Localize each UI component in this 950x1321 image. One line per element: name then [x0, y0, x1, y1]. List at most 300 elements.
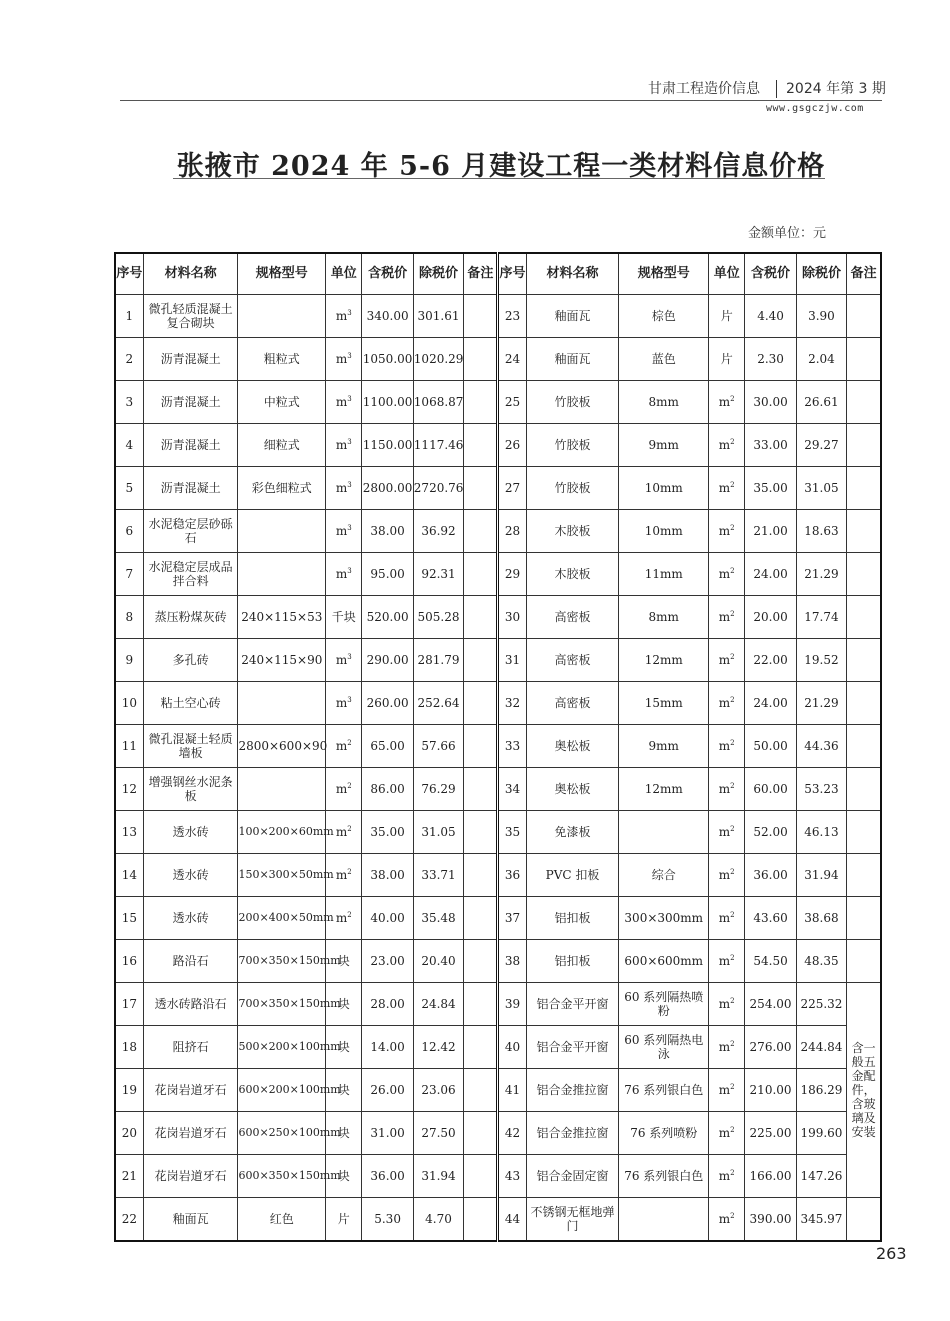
unit-text: m	[335, 481, 348, 495]
seq-cell: 5	[115, 467, 143, 510]
tax-incl-price-cell: 28.00	[362, 983, 413, 1026]
remark-cell	[464, 1198, 498, 1242]
material-name-cell: 多孔砖	[143, 639, 238, 682]
unit-text: m	[718, 954, 731, 968]
tax-excl-price-cell-right: 46.13	[796, 811, 846, 854]
unit-superscript: 3	[347, 653, 352, 661]
material-name-cell-right: 高密板	[526, 596, 619, 639]
seq-cell-right: 29	[498, 553, 526, 596]
unit-cell	[709, 682, 745, 725]
material-name-cell-right: 竹胶板	[526, 424, 619, 467]
remark-cell-right	[847, 725, 881, 768]
table-row	[115, 940, 881, 983]
unit-text: m	[335, 653, 348, 667]
seq-cell: 19	[115, 1069, 143, 1112]
spec-cell: 红色	[238, 1198, 326, 1242]
unit-text: m	[718, 782, 731, 796]
tax-incl-price-cell: 35.00	[362, 811, 413, 854]
remark-cell-right	[847, 768, 881, 811]
material-name-cell: 蒸压粉煤灰砖	[143, 596, 238, 639]
table-row	[115, 811, 881, 854]
journal-name: 甘肃工程造价信息	[648, 81, 760, 97]
unit-text: m	[718, 868, 731, 882]
unit-superscript: 3	[347, 567, 352, 575]
unit-superscript: 2	[730, 825, 735, 833]
col-header-unit: 单位	[326, 253, 362, 295]
tax-incl-price-cell: 1100.00	[362, 381, 413, 424]
material-name-cell-right: 铝合金固定窗	[526, 1155, 619, 1198]
spec-cell: 700×350×150mm	[238, 983, 326, 1026]
spec-cell: 彩色细粒式	[238, 467, 326, 510]
tax-excl-price-cell: 2720.76	[413, 467, 463, 510]
remark-cell	[464, 1112, 498, 1155]
unit-text: 片	[720, 352, 733, 366]
unit-cell	[709, 295, 745, 338]
unit-text: 千块	[331, 610, 356, 624]
seq-cell-right: 37	[498, 897, 526, 940]
tax-incl-price-cell: 40.00	[362, 897, 413, 940]
col-header-spec: 规格型号	[238, 253, 326, 295]
spec-cell-right: 9mm	[619, 725, 709, 768]
tax-excl-price-cell-right: 48.35	[796, 940, 846, 983]
spec-cell-right: 8mm	[619, 596, 709, 639]
tax-excl-price-cell: 31.05	[413, 811, 463, 854]
table-row	[115, 1198, 881, 1242]
unit-text: m	[335, 395, 348, 409]
remark-cell	[464, 639, 498, 682]
unit-text: m	[718, 395, 731, 409]
tax-excl-price-cell: 35.48	[413, 897, 463, 940]
unit-text: m	[718, 997, 731, 1011]
unit-superscript: 2	[730, 868, 735, 876]
tax-excl-price-cell-right: 29.27	[796, 424, 846, 467]
tax-incl-price-cell-right: 276.00	[745, 1026, 796, 1069]
unit-superscript: 3	[347, 309, 352, 317]
material-name-cell-right: 铝合金平开窗	[526, 983, 619, 1026]
spec-cell-right: 15mm	[619, 682, 709, 725]
material-name-cell: 微孔轻质混凝土复合砌块	[143, 295, 238, 338]
remark-cell-right	[847, 854, 881, 897]
remark-cell-right	[847, 940, 881, 983]
spec-cell: 600×200×100mm	[238, 1069, 326, 1112]
col-header-seq-right	[498, 253, 526, 295]
tax-incl-price-cell-right: 21.00	[745, 510, 796, 553]
table-header-row	[115, 253, 881, 295]
tax-excl-price-cell-right: 21.29	[796, 553, 846, 596]
tax-incl-price-cell: 5.30	[362, 1198, 413, 1242]
tax-incl-price-cell-right: 33.00	[745, 424, 796, 467]
issue-label: 2024 年第 3 期	[786, 81, 886, 97]
spec-cell: 600×250×100mm	[238, 1112, 326, 1155]
unit-superscript: 2	[730, 610, 735, 618]
seq-header-label: 序号	[116, 266, 143, 281]
unit-text: m	[335, 696, 348, 710]
tax-excl-price-cell: 301.61	[413, 295, 463, 338]
unit-text: m	[335, 524, 348, 538]
spec-cell: 100×200×60mm	[238, 811, 326, 854]
remark-cell-right	[847, 510, 881, 553]
tax-excl-price-cell: 24.84	[413, 983, 463, 1026]
material-name-cell: 花岗岩道牙石	[143, 1069, 238, 1112]
seq-cell-right: 27	[498, 467, 526, 510]
seq-cell-right: 44	[498, 1198, 526, 1242]
tax-excl-price-cell-right: 53.23	[796, 768, 846, 811]
unit-text: m	[718, 524, 731, 538]
unit-superscript: 2	[730, 1040, 735, 1048]
spec-cell: 细粒式	[238, 424, 326, 467]
unit-cell	[326, 639, 362, 682]
unit-cell	[709, 768, 745, 811]
tax-incl-price-cell-right: 30.00	[745, 381, 796, 424]
tax-excl-price-cell: 1020.29	[413, 338, 463, 381]
remark-cell	[464, 768, 498, 811]
material-name-cell: 阻挤石	[143, 1026, 238, 1069]
unit-superscript: 2	[730, 1169, 735, 1177]
col-header-seq	[115, 253, 143, 295]
material-name-cell-right: 木胶板	[526, 553, 619, 596]
unit-text: m	[335, 739, 348, 753]
table-row	[115, 338, 881, 381]
unit-superscript: 2	[730, 954, 735, 962]
material-name-cell-right: 奥松板	[526, 725, 619, 768]
unit-superscript: 2	[730, 1083, 735, 1091]
col-header-unit-right: 单位	[709, 253, 745, 295]
seq-cell-right: 30	[498, 596, 526, 639]
tax-excl-price-cell: 1068.87	[413, 381, 463, 424]
spec-cell-right	[619, 1198, 709, 1242]
material-name-cell: 透水砖	[143, 897, 238, 940]
material-name-cell: 透水砖	[143, 811, 238, 854]
remark-cell-right	[847, 811, 881, 854]
table-row	[115, 553, 881, 596]
tax-incl-price-cell-right: 4.40	[745, 295, 796, 338]
unit-text: 片	[337, 1212, 350, 1226]
seq-cell: 15	[115, 897, 143, 940]
spec-cell	[238, 295, 326, 338]
tax-excl-price-cell-right: 147.26	[796, 1155, 846, 1198]
unit-text: m	[718, 911, 731, 925]
tax-incl-price-cell-right: 2.30	[745, 338, 796, 381]
unit-cell	[326, 467, 362, 510]
remark-cell-right	[847, 639, 881, 682]
remark-cell	[464, 682, 498, 725]
unit-text: m	[718, 1169, 731, 1183]
material-name-cell: 花岗岩道牙石	[143, 1155, 238, 1198]
remark-cell	[464, 854, 498, 897]
tax-incl-price-cell: 38.00	[362, 854, 413, 897]
material-name-cell: 水泥稳定层成品拌合料	[143, 553, 238, 596]
unit-superscript: 2	[730, 653, 735, 661]
unit-cell	[326, 381, 362, 424]
tax-incl-price-cell: 260.00	[362, 682, 413, 725]
material-name-cell: 增强钢丝水泥条板	[143, 768, 238, 811]
tax-incl-price-cell-right: 225.00	[745, 1112, 796, 1155]
material-name-cell-right: 免漆板	[526, 811, 619, 854]
tax-excl-price-cell: 27.50	[413, 1112, 463, 1155]
tax-excl-price-cell-right: 225.32	[796, 983, 846, 1026]
remark-cell-right	[847, 596, 881, 639]
spec-cell	[238, 682, 326, 725]
tax-incl-price-cell-right: 50.00	[745, 725, 796, 768]
unit-cell	[326, 768, 362, 811]
tax-excl-price-cell-right: 31.94	[796, 854, 846, 897]
unit-superscript: 3	[347, 438, 352, 446]
header-rule	[120, 100, 882, 101]
table-row	[115, 897, 881, 940]
material-name-cell: 沥青混凝土	[143, 381, 238, 424]
remark-cell-right	[847, 467, 881, 510]
seq-cell: 21	[115, 1155, 143, 1198]
tax-incl-price-cell: 290.00	[362, 639, 413, 682]
spec-cell-right: 76 系列银白色	[619, 1069, 709, 1112]
remark-cell-right	[847, 897, 881, 940]
unit-superscript: 2	[347, 911, 352, 919]
unit-superscript: 2	[347, 739, 352, 747]
table-row	[115, 854, 881, 897]
seq-cell-right: 23	[498, 295, 526, 338]
unit-superscript: 2	[730, 739, 735, 747]
table-row	[115, 295, 881, 338]
unit-cell	[326, 553, 362, 596]
spec-cell	[238, 553, 326, 596]
spec-cell: 240×115×53	[238, 596, 326, 639]
seq-cell-right: 38	[498, 940, 526, 983]
unit-cell	[709, 1155, 745, 1198]
unit-text: m	[335, 438, 348, 452]
spec-cell: 粗粒式	[238, 338, 326, 381]
seq-cell-right: 31	[498, 639, 526, 682]
seq-cell: 2	[115, 338, 143, 381]
material-name-cell: 透水砖	[143, 854, 238, 897]
tax-excl-price-cell: 20.40	[413, 940, 463, 983]
seq-cell: 9	[115, 639, 143, 682]
tax-excl-price-cell: 12.42	[413, 1026, 463, 1069]
spec-cell-right: 300×300mm	[619, 897, 709, 940]
seq-cell: 1	[115, 295, 143, 338]
currency-unit-note: 金额单位：元	[748, 226, 827, 241]
material-name-cell: 粘土空心砖	[143, 682, 238, 725]
unit-text: m	[718, 653, 731, 667]
spec-cell-right: 12mm	[619, 639, 709, 682]
table-row	[115, 381, 881, 424]
remark-cell	[464, 1155, 498, 1198]
tax-excl-price-cell-right: 19.52	[796, 639, 846, 682]
unit-text: m	[335, 782, 348, 796]
tax-excl-price-cell: 33.71	[413, 854, 463, 897]
unit-text: m	[718, 481, 731, 495]
tax-excl-price-cell-right: 345.97	[796, 1198, 846, 1242]
unit-cell	[326, 424, 362, 467]
col-header-tax-incl-right: 含税价	[745, 253, 796, 295]
table-row	[115, 424, 881, 467]
unit-cell	[709, 940, 745, 983]
tax-excl-price-cell-right: 186.29	[796, 1069, 846, 1112]
unit-superscript: 2	[730, 481, 735, 489]
spec-cell: 500×200×100mm	[238, 1026, 326, 1069]
unit-cell	[709, 1069, 745, 1112]
spec-cell: 2800×600×90	[238, 725, 326, 768]
unit-cell	[326, 725, 362, 768]
unit-cell	[709, 854, 745, 897]
unit-superscript: 2	[730, 696, 735, 704]
unit-superscript: 2	[730, 1126, 735, 1134]
unit-cell	[709, 553, 745, 596]
seq-cell: 16	[115, 940, 143, 983]
tax-incl-price-cell-right: 390.00	[745, 1198, 796, 1242]
material-name-cell-right: 奥松板	[526, 768, 619, 811]
remark-cell	[464, 338, 498, 381]
material-name-cell: 路沿石	[143, 940, 238, 983]
seq-cell-right: 35	[498, 811, 526, 854]
table-row	[115, 467, 881, 510]
unit-cell	[326, 510, 362, 553]
tax-excl-price-cell-right: 44.36	[796, 725, 846, 768]
remark-cell-right	[847, 338, 881, 381]
material-name-cell-right: 铝扣板	[526, 940, 619, 983]
col-header-name: 材料名称	[143, 253, 238, 295]
title-underline	[173, 178, 825, 179]
tax-excl-price-cell: 57.66	[413, 725, 463, 768]
col-header-spec-right: 规格型号	[619, 253, 709, 295]
table-row	[115, 725, 881, 768]
tax-incl-price-cell-right: 24.00	[745, 682, 796, 725]
unit-cell	[326, 682, 362, 725]
remark-cell	[464, 811, 498, 854]
material-name-cell-right: 高密板	[526, 639, 619, 682]
unit-superscript: 3	[347, 696, 352, 704]
remark-cell	[464, 1069, 498, 1112]
material-name-cell: 釉面瓦	[143, 1198, 238, 1242]
unit-superscript: 2	[730, 911, 735, 919]
material-name-cell-right: PVC 扣板	[526, 854, 619, 897]
tax-excl-price-cell-right: 3.90	[796, 295, 846, 338]
tax-excl-price-cell-right: 31.05	[796, 467, 846, 510]
tax-incl-price-cell: 340.00	[362, 295, 413, 338]
table-row	[115, 1069, 881, 1112]
tax-incl-price-cell-right: 43.60	[745, 897, 796, 940]
unit-cell	[709, 725, 745, 768]
spec-cell-right: 12mm	[619, 768, 709, 811]
remark-cell-right	[847, 381, 881, 424]
unit-cell	[709, 424, 745, 467]
material-name-cell-right: 釉面瓦	[526, 295, 619, 338]
tax-incl-price-cell: 31.00	[362, 1112, 413, 1155]
unit-superscript: 3	[347, 481, 352, 489]
tax-excl-price-cell-right: 199.60	[796, 1112, 846, 1155]
remark-cell-right	[847, 424, 881, 467]
seq-cell: 22	[115, 1198, 143, 1242]
spec-cell-right: 9mm	[619, 424, 709, 467]
material-name-cell-right: 竹胶板	[526, 467, 619, 510]
remark-cell	[464, 553, 498, 596]
spec-cell-right: 60 系列隔热电泳	[619, 1026, 709, 1069]
tax-incl-price-cell: 65.00	[362, 725, 413, 768]
remark-cell	[464, 424, 498, 467]
spec-cell-right: 76 系列银白色	[619, 1155, 709, 1198]
spec-cell-right	[619, 811, 709, 854]
unit-cell	[709, 338, 745, 381]
unit-cell	[709, 381, 745, 424]
unit-text: 块	[337, 1126, 350, 1140]
material-name-cell-right: 铝合金平开窗	[526, 1026, 619, 1069]
spec-cell-right: 10mm	[619, 510, 709, 553]
material-name-cell-right: 釉面瓦	[526, 338, 619, 381]
tax-incl-price-cell: 1050.00	[362, 338, 413, 381]
unit-superscript: 2	[730, 782, 735, 790]
unit-text: m	[335, 567, 348, 581]
unit-text: 片	[720, 309, 733, 323]
tax-incl-price-cell-right: 24.00	[745, 553, 796, 596]
remark-cell	[464, 1026, 498, 1069]
seq-cell-right: 39	[498, 983, 526, 1026]
spec-cell: 200×400×50mm	[238, 897, 326, 940]
spec-cell-right: 棕色	[619, 295, 709, 338]
remark-cell	[464, 510, 498, 553]
table-row	[115, 510, 881, 553]
unit-cell	[326, 338, 362, 381]
tax-excl-price-cell: 252.64	[413, 682, 463, 725]
table-body	[115, 295, 881, 1242]
tax-incl-price-cell-right: 60.00	[745, 768, 796, 811]
table-row	[115, 639, 881, 682]
website-url: www.gsgczjw.com	[766, 103, 864, 114]
col-header-tax-incl: 含税价	[362, 253, 413, 295]
tax-incl-price-cell: 2800.00	[362, 467, 413, 510]
spec-cell-right: 10mm	[619, 467, 709, 510]
remark-cell-right	[847, 1198, 881, 1242]
tax-excl-price-cell-right: 2.04	[796, 338, 846, 381]
material-name-cell-right: 木胶板	[526, 510, 619, 553]
seq-cell-right: 36	[498, 854, 526, 897]
remark-cell	[464, 295, 498, 338]
tax-incl-price-cell-right: 35.00	[745, 467, 796, 510]
tax-excl-price-cell: 505.28	[413, 596, 463, 639]
material-name-cell: 花岗岩道牙石	[143, 1112, 238, 1155]
unit-text: m	[335, 309, 348, 323]
seq-cell: 10	[115, 682, 143, 725]
page-number: 263	[876, 1244, 907, 1263]
remark-cell	[464, 725, 498, 768]
tax-excl-price-cell-right: 244.84	[796, 1026, 846, 1069]
unit-text: m	[335, 825, 348, 839]
spec-cell: 700×350×150mm	[238, 940, 326, 983]
unit-cell	[326, 1198, 362, 1242]
unit-text: m	[718, 696, 731, 710]
spec-cell-right: 60 系列隔热喷粉	[619, 983, 709, 1026]
col-header-tax-excl: 除税价	[413, 253, 463, 295]
seq-cell: 11	[115, 725, 143, 768]
unit-text: m	[718, 739, 731, 753]
seq-cell-right: 28	[498, 510, 526, 553]
seq-cell: 12	[115, 768, 143, 811]
seq-cell-right: 25	[498, 381, 526, 424]
tax-excl-price-cell-right: 38.68	[796, 897, 846, 940]
tax-excl-price-cell: 31.94	[413, 1155, 463, 1198]
seq-cell: 6	[115, 510, 143, 553]
tax-excl-price-cell-right: 26.61	[796, 381, 846, 424]
table-row	[115, 768, 881, 811]
unit-text: 块	[337, 954, 350, 968]
material-name-cell: 沥青混凝土	[143, 338, 238, 381]
tax-excl-price-cell: 4.70	[413, 1198, 463, 1242]
unit-superscript: 2	[730, 997, 735, 1005]
seq-cell-right: 26	[498, 424, 526, 467]
remark-cell	[464, 467, 498, 510]
price-table	[114, 252, 882, 1242]
col-header-tax-excl-right: 除税价	[796, 253, 846, 295]
material-name-cell-right: 铝扣板	[526, 897, 619, 940]
remark-note-cell: 含一般五金配件，含玻璃及安装	[847, 983, 881, 1198]
